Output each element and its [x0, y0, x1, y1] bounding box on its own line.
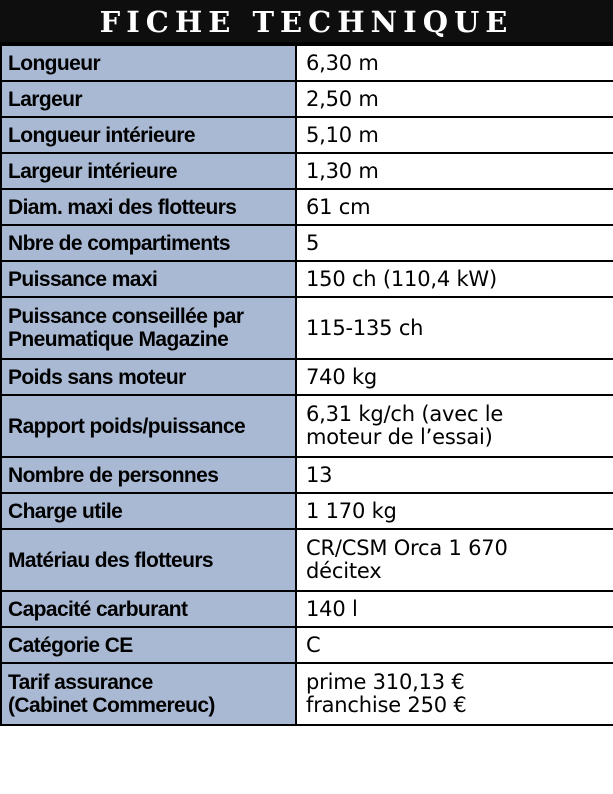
row-label: [1, 297, 296, 359]
row-value-line: franchise 250 €: [306, 693, 467, 717]
row-label: Largeur: [1, 81, 296, 117]
row-label-line: Puissance conseillée par: [8, 305, 244, 328]
table-row: [1, 663, 613, 725]
row-label: Catégorie CE: [1, 627, 296, 663]
row-value: 1,30 m: [296, 153, 613, 189]
row-value-line: moteur de l’essai): [306, 425, 493, 449]
row-value: [296, 663, 613, 725]
row-value: 150 ch (110,4 kW): [296, 261, 613, 297]
row-value: 13: [296, 457, 613, 493]
row-value: [296, 529, 613, 591]
row-label: Largeur intérieure: [1, 153, 296, 189]
table-row: [1, 359, 613, 395]
row-value: 2,50 m: [296, 81, 613, 117]
sheet-title: FICHE TECHNIQUE: [0, 0, 613, 44]
row-label: Nbre de compartiments: [1, 225, 296, 261]
table-row: [1, 225, 613, 261]
row-label: Diam. maxi des flotteurs: [1, 189, 296, 225]
table-row: [1, 493, 613, 529]
row-label: Nombre de personnes: [1, 457, 296, 493]
row-value: 115-135 ch: [296, 297, 613, 359]
row-label: [1, 663, 296, 725]
table-row: [1, 261, 613, 297]
row-value-line: prime 310,13 €: [306, 670, 465, 694]
row-label: Longueur intérieure: [1, 117, 296, 153]
row-value-line: 6,31 kg/ch (avec le: [306, 402, 504, 426]
row-value: 140 l: [296, 591, 613, 627]
row-value: C: [296, 627, 613, 663]
table-row: [1, 153, 613, 189]
row-label-line: (Cabinet Commereuc): [8, 694, 215, 717]
row-label: Longueur: [1, 45, 296, 81]
spec-table: [0, 44, 613, 726]
row-value-line: décitex: [306, 559, 382, 583]
row-label: Puissance maxi: [1, 261, 296, 297]
table-row: [1, 529, 613, 591]
row-label: Charge utile: [1, 493, 296, 529]
row-label-line: Tarif assurance: [8, 671, 153, 694]
table-row: [1, 45, 613, 81]
row-label: Rapport poids/puissance: [1, 395, 296, 457]
row-label-line: Pneumatique Magazine: [8, 328, 229, 351]
row-value: 5,10 m: [296, 117, 613, 153]
table-row: [1, 189, 613, 225]
table-row: [1, 457, 613, 493]
table-row: [1, 117, 613, 153]
row-value: 1 170 kg: [296, 493, 613, 529]
table-row: [1, 591, 613, 627]
row-value-line: CR/CSM Orca 1 670: [306, 536, 508, 560]
row-label: Capacité carburant: [1, 591, 296, 627]
table-row: [1, 297, 613, 359]
row-value: 5: [296, 225, 613, 261]
row-label: Matériau des flotteurs: [1, 529, 296, 591]
row-value: 6,30 m: [296, 45, 613, 81]
row-label: Poids sans moteur: [1, 359, 296, 395]
table-row: [1, 395, 613, 457]
row-value: [296, 395, 613, 457]
table-row: [1, 627, 613, 663]
row-value: 61 cm: [296, 189, 613, 225]
table-row: [1, 81, 613, 117]
row-value: 740 kg: [296, 359, 613, 395]
